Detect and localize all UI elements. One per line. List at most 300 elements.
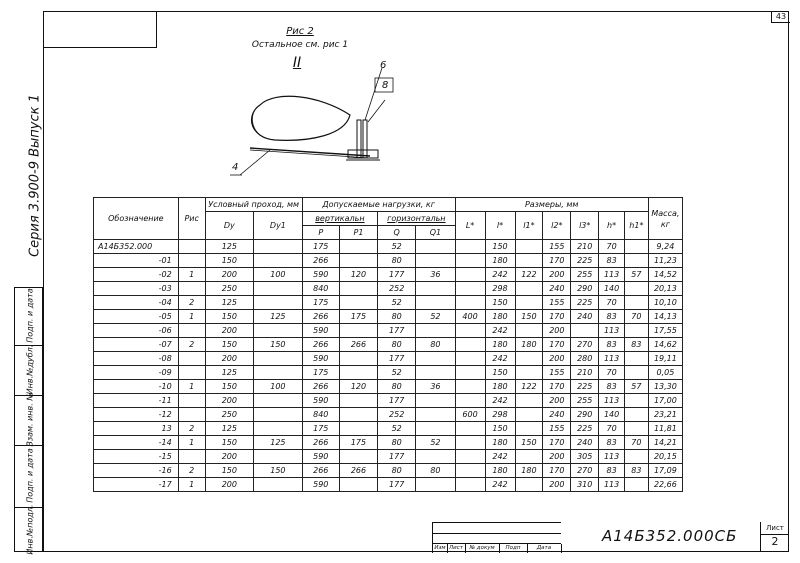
cell-l1 [515, 282, 543, 296]
cell-L [455, 324, 485, 338]
cell-m: 20,13 [648, 282, 682, 296]
cell-dy1 [254, 324, 303, 338]
cell-p1 [339, 352, 377, 366]
cell-l2: 155 [543, 296, 571, 310]
cell-q1: 52 [416, 310, 455, 324]
cell-q: 177 [378, 324, 416, 338]
cell-l2: 170 [543, 464, 571, 478]
cell-m: 17,09 [648, 464, 682, 478]
cell-dy: 125 [205, 366, 254, 380]
cell-q1: 80 [416, 464, 455, 478]
cell-d: -05 [94, 310, 179, 324]
cell-dy1: 150 [254, 338, 303, 352]
cell-h: 83 [599, 254, 625, 268]
cell-l1: 180 [515, 464, 543, 478]
table-row [94, 394, 683, 408]
cell-h1 [625, 352, 649, 366]
cell-l1: 122 [515, 268, 543, 282]
cell-h1: 70 [625, 310, 649, 324]
cell-dy: 200 [205, 352, 254, 366]
cell-fig [178, 282, 205, 296]
cell-d: А14Б352.000 [94, 240, 179, 254]
cell-l3: 310 [571, 478, 599, 492]
cell-h: 113 [599, 478, 625, 492]
cell-L [455, 464, 485, 478]
side-label: Инв.№дубл. [25, 344, 35, 395]
cell-L [455, 422, 485, 436]
cell-l2: 155 [543, 240, 571, 254]
cell-p: 266 [302, 310, 339, 324]
cell-d: -08 [94, 352, 179, 366]
cell-p: 590 [302, 394, 339, 408]
cell-l3: 280 [571, 352, 599, 366]
cell-q1: 36 [416, 380, 455, 394]
cell-d: -03 [94, 282, 179, 296]
cell-l2: 170 [543, 254, 571, 268]
cell-dy: 150 [205, 254, 254, 268]
cell-h: 70 [599, 366, 625, 380]
cell-h1 [625, 324, 649, 338]
cell-p: 590 [302, 268, 339, 282]
cell-dy: 150 [205, 436, 254, 450]
cell-l2: 155 [543, 366, 571, 380]
cell-L [455, 282, 485, 296]
table-row [94, 268, 683, 282]
col-L: L* [455, 212, 485, 240]
cell-dy: 200 [205, 394, 254, 408]
cell-q: 80 [378, 254, 416, 268]
cell-m: 10,10 [648, 296, 682, 310]
cell-fig: 2 [178, 464, 205, 478]
cell-dy1 [254, 352, 303, 366]
col-l1: l1* [515, 212, 543, 240]
cell-p: 175 [302, 240, 339, 254]
callout-8: 8 [382, 80, 389, 91]
cell-dy: 200 [205, 324, 254, 338]
cell-L [455, 240, 485, 254]
cell-l3: 210 [571, 240, 599, 254]
cell-dy1: 100 [254, 380, 303, 394]
cell-fig: 2 [178, 422, 205, 436]
cell-l1 [515, 422, 543, 436]
cell-fig [178, 450, 205, 464]
cell-l3: 255 [571, 268, 599, 282]
cell-p: 175 [302, 366, 339, 380]
col-horizontal: горизонтальн [378, 212, 456, 226]
cell-q: 80 [378, 436, 416, 450]
cell-l1: 150 [515, 436, 543, 450]
cell-L [455, 450, 485, 464]
cell-q: 52 [378, 366, 416, 380]
col-mass: Масса, кг [648, 198, 682, 240]
cell-p1 [339, 254, 377, 268]
cell-dy: 250 [205, 282, 254, 296]
cell-fig: 2 [178, 338, 205, 352]
cell-l3: 225 [571, 296, 599, 310]
cell-m: 11,81 [648, 422, 682, 436]
cell-h: 113 [599, 352, 625, 366]
cell-l2: 170 [543, 380, 571, 394]
cell-l3: 290 [571, 282, 599, 296]
cell-p: 590 [302, 478, 339, 492]
cell-h: 113 [599, 450, 625, 464]
cell-h: 140 [599, 408, 625, 422]
cell-h1 [625, 394, 649, 408]
cell-p1 [339, 478, 377, 492]
cell-q1: 52 [416, 436, 455, 450]
col-nominal-bore: Условный проход, мм [205, 198, 302, 212]
sheet-number: 2 [771, 535, 779, 548]
cell-fig [178, 324, 205, 338]
cell-dy1 [254, 282, 303, 296]
cell-m: 14,52 [648, 268, 682, 282]
col-h1: h1* [625, 212, 649, 240]
cell-d: -16 [94, 464, 179, 478]
cell-h: 113 [599, 394, 625, 408]
table-row [94, 436, 683, 450]
cell-dy: 200 [205, 478, 254, 492]
cell-fig: 1 [178, 478, 205, 492]
cell-p: 266 [302, 464, 339, 478]
cell-p1: 120 [339, 380, 377, 394]
cell-dy1 [254, 408, 303, 422]
cell-l: 242 [485, 352, 515, 366]
cell-l3: 270 [571, 338, 599, 352]
cell-p1: 120 [339, 268, 377, 282]
cell-l2: 200 [543, 478, 571, 492]
cell-fig: 1 [178, 380, 205, 394]
cell-l2: 240 [543, 408, 571, 422]
cell-l: 242 [485, 268, 515, 282]
cell-l2: 200 [543, 352, 571, 366]
side-label: Подп. и дата [25, 288, 35, 343]
cell-h1: 83 [625, 464, 649, 478]
title-block [432, 522, 789, 552]
cell-fig [178, 240, 205, 254]
cell-l2: 240 [543, 282, 571, 296]
cell-p1: 175 [339, 436, 377, 450]
series-text: Серия 3.900-9 Выпуск 1 [27, 94, 43, 257]
cell-d: -15 [94, 450, 179, 464]
cell-d: -06 [94, 324, 179, 338]
cell-L [455, 478, 485, 492]
cell-l: 180 [485, 310, 515, 324]
cell-d: -02 [94, 268, 179, 282]
cell-q: 252 [378, 282, 416, 296]
cell-p1 [339, 296, 377, 310]
cell-l1 [515, 240, 543, 254]
cell-L [455, 394, 485, 408]
stamp-col-label: Подп [499, 544, 528, 553]
cell-p1 [339, 422, 377, 436]
view-label: II [292, 55, 302, 71]
cell-m: 9,24 [648, 240, 682, 254]
cell-dy: 200 [205, 268, 254, 282]
cell-d: -17 [94, 478, 179, 492]
header-row [94, 198, 683, 212]
cell-l: 298 [485, 282, 515, 296]
cell-q1: 80 [416, 338, 455, 352]
col-l: l* [485, 212, 515, 240]
stamp-col-label: № докум [465, 544, 500, 553]
cell-L: 400 [455, 310, 485, 324]
cell-q: 177 [378, 450, 416, 464]
cell-h1 [625, 422, 649, 436]
cell-l1 [515, 254, 543, 268]
cell-l: 150 [485, 240, 515, 254]
cell-dy1 [254, 478, 303, 492]
document-code: А14Б352.000СБ [602, 527, 738, 545]
cell-m: 17,55 [648, 324, 682, 338]
cell-dy1 [254, 366, 303, 380]
cell-q1 [416, 394, 455, 408]
cell-l: 242 [485, 478, 515, 492]
cell-p: 175 [302, 296, 339, 310]
stamp-col-label: Изм [433, 544, 448, 553]
cell-L [455, 352, 485, 366]
table-row [94, 338, 683, 352]
cell-q: 177 [378, 478, 416, 492]
cell-l: 242 [485, 450, 515, 464]
cell-h1: 57 [625, 268, 649, 282]
cell-h: 70 [599, 240, 625, 254]
cell-l2: 170 [543, 436, 571, 450]
side-label: Инв.№подл. [25, 504, 35, 555]
cell-q1 [416, 366, 455, 380]
col-dims: Размеры, мм [455, 198, 648, 212]
cell-dy1 [254, 422, 303, 436]
cell-m: 17,00 [648, 394, 682, 408]
col-dy1: Dу1 [254, 212, 303, 240]
callout-6: 6 [380, 60, 387, 71]
cell-l1 [515, 408, 543, 422]
table-row [94, 324, 683, 338]
cell-fig: 1 [178, 268, 205, 282]
cell-l1 [515, 394, 543, 408]
cell-dy: 125 [205, 422, 254, 436]
cell-l2: 170 [543, 310, 571, 324]
cell-d: -14 [94, 436, 179, 450]
cell-l2: 170 [543, 338, 571, 352]
cell-h1: 70 [625, 436, 649, 450]
callout-4: 4 [232, 162, 239, 173]
cell-m: 23,21 [648, 408, 682, 422]
cell-h: 83 [599, 310, 625, 324]
cell-l: 180 [485, 380, 515, 394]
cell-q1: 36 [416, 268, 455, 282]
cell-fig: 1 [178, 436, 205, 450]
top-corner-box [43, 11, 157, 48]
cell-L [455, 366, 485, 380]
cell-l1: 150 [515, 310, 543, 324]
cell-h: 83 [599, 464, 625, 478]
cell-dy1 [254, 450, 303, 464]
cell-L [455, 338, 485, 352]
cell-p1: 266 [339, 338, 377, 352]
table-row [94, 464, 683, 478]
cell-l2: 200 [543, 268, 571, 282]
cell-l1 [515, 352, 543, 366]
cell-dy: 150 [205, 338, 254, 352]
col-vertical: вертикальн [302, 212, 377, 226]
cell-p1 [339, 366, 377, 380]
col-l3: l3* [571, 212, 599, 240]
cell-L [455, 296, 485, 310]
cell-p1: 266 [339, 464, 377, 478]
cell-h: 113 [599, 324, 625, 338]
cell-p: 590 [302, 324, 339, 338]
cell-m: 14,62 [648, 338, 682, 352]
cell-p1: 175 [339, 310, 377, 324]
cell-p: 590 [302, 450, 339, 464]
cell-d: 13 [94, 422, 179, 436]
series-label [20, 80, 50, 270]
col-p: P [302, 226, 339, 240]
figure-caption: Рис 2 [286, 26, 314, 37]
cell-dy: 150 [205, 310, 254, 324]
cell-p: 175 [302, 422, 339, 436]
cell-q1 [416, 240, 455, 254]
cell-h: 83 [599, 338, 625, 352]
cell-dy: 150 [205, 380, 254, 394]
cell-L [455, 436, 485, 450]
cell-h: 140 [599, 282, 625, 296]
cell-p: 266 [302, 338, 339, 352]
cell-l1: 122 [515, 380, 543, 394]
cell-l: 150 [485, 366, 515, 380]
side-label: Подп. и дата [25, 448, 35, 503]
cell-l3: 240 [571, 310, 599, 324]
cell-q1 [416, 324, 455, 338]
cell-dy1: 100 [254, 268, 303, 282]
cell-q1 [416, 254, 455, 268]
cell-q: 177 [378, 268, 416, 282]
cell-l1 [515, 296, 543, 310]
cell-l: 242 [485, 394, 515, 408]
cell-l3: 225 [571, 254, 599, 268]
cell-dy1 [254, 296, 303, 310]
cell-dy1 [254, 394, 303, 408]
col-p1: P1 [339, 226, 377, 240]
cell-h: 113 [599, 268, 625, 282]
cell-fig: 1 [178, 310, 205, 324]
cell-l3: 305 [571, 450, 599, 464]
cell-l2: 200 [543, 394, 571, 408]
table-row [94, 380, 683, 394]
cell-fig [178, 394, 205, 408]
cell-q1 [416, 450, 455, 464]
cell-q: 177 [378, 352, 416, 366]
cell-l3: 255 [571, 394, 599, 408]
cell-l3: 270 [571, 464, 599, 478]
cell-m: 19,11 [648, 352, 682, 366]
cell-fig [178, 366, 205, 380]
cell-h1: 57 [625, 380, 649, 394]
cell-p1 [339, 450, 377, 464]
cell-p: 266 [302, 380, 339, 394]
cell-l3: 290 [571, 408, 599, 422]
cell-dy: 125 [205, 296, 254, 310]
cell-p1 [339, 394, 377, 408]
cell-dy1 [254, 254, 303, 268]
cell-q: 80 [378, 310, 416, 324]
cell-L [455, 254, 485, 268]
cell-fig [178, 352, 205, 366]
cell-h1 [625, 240, 649, 254]
cell-p1 [339, 324, 377, 338]
cell-l: 180 [485, 338, 515, 352]
cell-h: 83 [599, 380, 625, 394]
table-row [94, 254, 683, 268]
cell-d: -07 [94, 338, 179, 352]
cell-l3: 210 [571, 366, 599, 380]
cell-fig: 2 [178, 296, 205, 310]
cell-q: 80 [378, 464, 416, 478]
cell-l1: 180 [515, 338, 543, 352]
cell-q1 [416, 422, 455, 436]
cell-q: 52 [378, 296, 416, 310]
cell-p: 840 [302, 282, 339, 296]
col-q: Q [378, 226, 416, 240]
cell-L: 600 [455, 408, 485, 422]
cell-dy1: 125 [254, 436, 303, 450]
cell-p: 266 [302, 436, 339, 450]
col-l2: l2* [543, 212, 571, 240]
cell-dy: 125 [205, 240, 254, 254]
cell-p1 [339, 282, 377, 296]
cell-q1 [416, 352, 455, 366]
cell-l1 [515, 478, 543, 492]
cell-l1 [515, 450, 543, 464]
cell-m: 14,13 [648, 310, 682, 324]
col-h: h* [599, 212, 625, 240]
cell-m: 11,23 [648, 254, 682, 268]
cell-fig [178, 408, 205, 422]
cell-l: 180 [485, 436, 515, 450]
cell-l3: 240 [571, 436, 599, 450]
col-dy: Dу [205, 212, 254, 240]
col-fig: Рис [178, 198, 205, 240]
side-stamp [14, 287, 43, 555]
cell-h1 [625, 366, 649, 380]
cell-l: 180 [485, 464, 515, 478]
cell-dy1: 125 [254, 310, 303, 324]
table-row [94, 450, 683, 464]
cell-h1: 83 [625, 338, 649, 352]
sheet-box [760, 522, 789, 552]
cell-l: 180 [485, 254, 515, 268]
cell-L [455, 380, 485, 394]
cell-h: 83 [599, 436, 625, 450]
cell-L [455, 268, 485, 282]
stamp-col-label: Лист [447, 544, 466, 553]
cell-h1 [625, 408, 649, 422]
table-row [94, 422, 683, 436]
cell-q1 [416, 282, 455, 296]
cell-q1 [416, 408, 455, 422]
cell-dy1: 150 [254, 464, 303, 478]
cell-p: 590 [302, 352, 339, 366]
cell-l: 150 [485, 422, 515, 436]
cell-p: 840 [302, 408, 339, 422]
cell-h1 [625, 254, 649, 268]
cell-h: 70 [599, 422, 625, 436]
table-row [94, 310, 683, 324]
col-loads: Допускаемые нагрузки, кг [302, 198, 455, 212]
cell-dy: 150 [205, 464, 254, 478]
cell-p: 266 [302, 254, 339, 268]
cell-q: 52 [378, 422, 416, 436]
